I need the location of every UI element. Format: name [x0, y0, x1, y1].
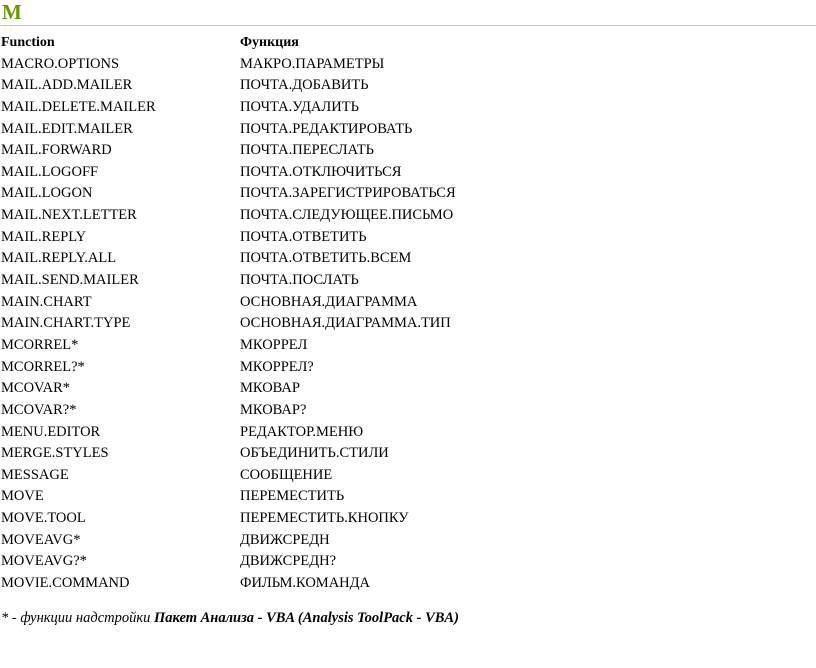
table-row — [0, 486, 816, 508]
function-translation: ПОЧТА.РЕДАКТИРОВАТЬ — [240, 120, 413, 137]
column-header-translation: Функция — [240, 35, 299, 50]
table-row — [0, 465, 816, 487]
function-translation: ОСНОВНАЯ.ДИАГРАММА — [240, 293, 418, 310]
function-name: MOVE.TOOL — [1, 510, 86, 527]
function-translation: ПОЧТА.ОТВЕТИТЬ — [240, 228, 367, 245]
function-translation: ПЕРЕМЕСТИТЬ.КНОПКУ — [240, 510, 409, 527]
function-name: MCOVAR?* — [1, 401, 77, 418]
table-row — [0, 400, 816, 422]
table-row — [0, 508, 816, 530]
function-translation: РЕДАКТОР.МЕНЮ — [240, 423, 364, 440]
function-name: MAIL.SEND.MAILER — [1, 272, 139, 289]
function-name: MAIN.CHART.TYPE — [1, 315, 131, 332]
function-translation: ПОЧТА.ОТВЕТИТЬ.ВСЕМ — [240, 250, 412, 267]
function-name: MAIL.EDIT.MAILER — [1, 120, 133, 137]
table-row — [0, 227, 816, 249]
table-body — [0, 54, 816, 595]
function-translation: МКОРРЕЛ? — [240, 358, 314, 375]
heading-divider — [0, 25, 816, 26]
table-row — [0, 248, 816, 270]
function-name: MAIL.REPLY — [1, 228, 87, 245]
function-translation: ОБЪЕДИНИТЬ.СТИЛИ — [240, 445, 389, 462]
function-name: MAIL.FORWARD — [1, 142, 112, 159]
table-row — [0, 292, 816, 314]
table-row — [0, 54, 816, 76]
function-translation: МКОРРЕЛ — [240, 336, 308, 353]
footnote — [1, 608, 459, 628]
function-name: MAIL.NEXT.LETTER — [1, 207, 137, 224]
function-table — [0, 32, 816, 595]
function-translation: ПЕРЕМЕСТИТЬ — [240, 488, 345, 505]
function-name: MAIL.ADD.MAILER — [1, 77, 133, 94]
table-row — [0, 270, 816, 292]
function-name: MOVEAVG* — [1, 531, 81, 548]
table-row — [0, 551, 816, 573]
function-name: MAIL.LOGOFF — [1, 163, 99, 180]
function-name: MENU.EDITOR — [1, 423, 101, 440]
function-translation: СООБЩЕНИЕ — [240, 466, 333, 483]
function-translation: ДВИЖСРЕДН? — [240, 553, 337, 570]
function-translation: ОСНОВНАЯ.ДИАГРАММА.ТИП — [240, 315, 451, 332]
function-name: MCORREL?* — [1, 358, 85, 375]
function-translation: ПОЧТА.ОТКЛЮЧИТЬСЯ — [240, 163, 402, 180]
function-name: MAIN.CHART — [1, 293, 92, 310]
function-translation: ПОЧТА.ДОБАВИТЬ — [240, 77, 369, 94]
table-row — [0, 378, 816, 400]
function-translation: ПОЧТА.СЛЕДУЮЩЕЕ.ПИСЬМО — [240, 207, 454, 224]
column-header-function: Function — [1, 35, 55, 50]
table-row — [0, 443, 816, 465]
function-name: MESSAGE — [1, 466, 69, 483]
table-row — [0, 119, 816, 141]
function-translation: ПОЧТА.УДАЛИТЬ — [240, 98, 359, 115]
table-row — [0, 205, 816, 227]
table-row — [0, 97, 816, 119]
function-translation: ФИЛЬМ.КОМАНДА — [240, 575, 371, 592]
function-name: MERGE.STYLES — [1, 445, 109, 462]
function-translation: ПОЧТА.ПЕРЕСЛАТЬ — [240, 142, 375, 159]
function-translation: МКОВАР? — [240, 401, 307, 418]
function-name: MACRO.OPTIONS — [1, 55, 120, 72]
table-row — [0, 357, 816, 379]
table-row — [0, 313, 816, 335]
section-heading: M — [2, 0, 22, 24]
table-header-row — [0, 32, 816, 54]
function-translation: МКОВАР — [240, 380, 300, 397]
function-name: MOVE — [1, 488, 44, 505]
table-row — [0, 140, 816, 162]
function-translation: МАКРО.ПАРАМЕТРЫ — [240, 55, 385, 72]
table-row — [0, 183, 816, 205]
function-translation: ПОЧТА.ЗАРЕГИСТРИРОВАТЬСЯ — [240, 185, 456, 202]
table-row — [0, 573, 816, 595]
table-row — [0, 335, 816, 357]
function-name: MAIL.DELETE.MAILER — [1, 98, 156, 115]
function-name: MAIL.REPLY.ALL — [1, 250, 117, 267]
function-name: MOVEAVG?* — [1, 553, 87, 570]
function-translation: ПОЧТА.ПОСЛАТЬ — [240, 272, 359, 289]
table-row — [0, 162, 816, 184]
function-name: MAIL.LOGON — [1, 185, 93, 202]
table-row — [0, 75, 816, 97]
footnote-prefix: * - функции надстройки — [1, 610, 155, 626]
function-name: MOVIE.COMMAND — [1, 575, 130, 592]
function-translation: ДВИЖСРЕДН — [240, 531, 330, 548]
table-row — [0, 422, 816, 444]
table-row — [0, 530, 816, 552]
function-name: MCORREL* — [1, 336, 79, 353]
footnote-addin-name: Пакет Анализа - VBA (Analysis ToolPack - VBA) — [154, 610, 459, 626]
function-name: MCOVAR* — [1, 380, 71, 397]
